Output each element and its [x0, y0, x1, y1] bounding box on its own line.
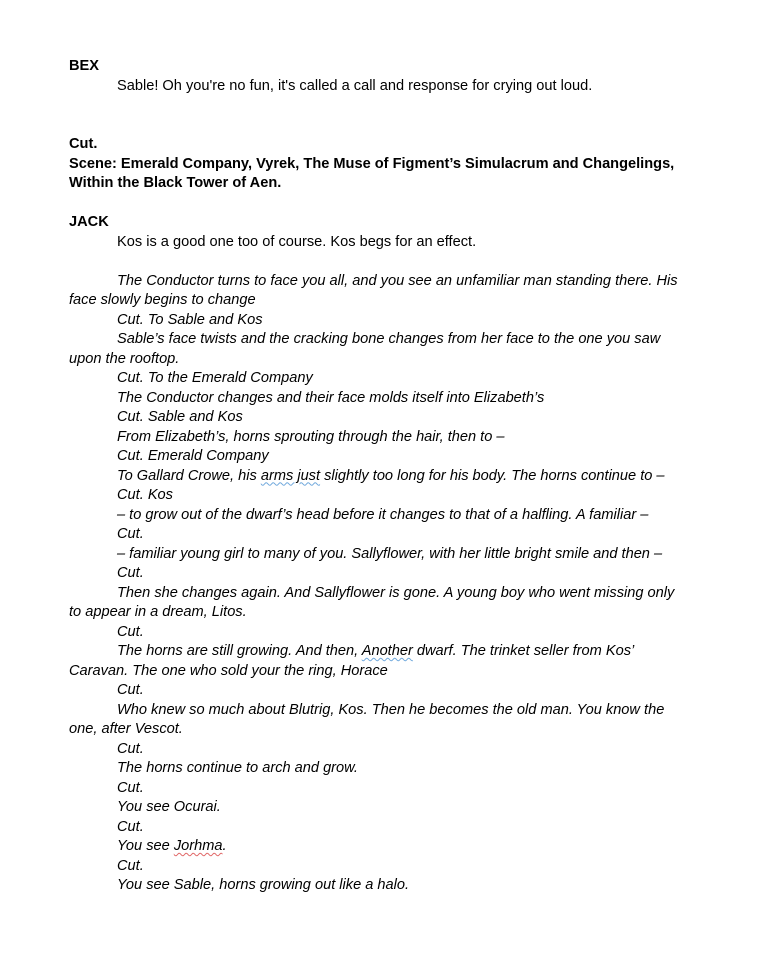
spacer: [69, 252, 689, 272]
narration-cut: Cut. Sable and Kos: [117, 409, 243, 425]
narration-line: You see Sable, horns growing out like a halo.: [117, 877, 410, 893]
dialogue-jack: Kos is a good one too of course. Kos begs for an effect.: [117, 233, 477, 250]
spacer: [69, 96, 689, 135]
narration-line: From Elizabeth’s, horns sprouting through the hair, then to –: [117, 428, 505, 445]
grammar-flag[interactable]: arms just: [260, 467, 321, 484]
spacer: [69, 194, 689, 214]
narration-line: – familiar young girl to many of you. Sallyflower, with her little bright smile and then –: [117, 545, 663, 562]
narration-line: The Conductor changes and their face molds itself into Elizabeth’s: [117, 389, 545, 406]
speaker-bex: BEX: [69, 58, 100, 74]
narration-line: The Conductor turns to face you all, and you see an unfamiliar man standing there. His face slowly begins to change: [69, 272, 678, 308]
narration-cut: Cut.: [117, 818, 144, 835]
scene-heading-line-1: Scene: Emerald Company, Vyrek, The Muse of Figment’s Simulacrum and Changelings,: [69, 155, 675, 172]
narration-cut: Cut.: [117, 857, 144, 874]
narration-cut: Cut. Emerald Company: [117, 448, 269, 464]
narration-line: The horns continue to arch and grow.: [117, 760, 358, 776]
narration-segment: .: [222, 838, 227, 854]
narration-segment: The horns are still growing. And then,: [117, 643, 362, 659]
narration-cut: Cut.: [117, 682, 144, 698]
speaker-jack: JACK: [69, 214, 109, 230]
narration-line-gallard: [69, 467, 689, 487]
narration-segment: slightly too long for his body. The horns continue to –: [320, 467, 665, 484]
narration-line: Then she changes again. And Sallyflower is gone. A young boy who went missing only to appear in a dream, Litos.: [69, 584, 675, 620]
narration-line-horns: [69, 642, 689, 681]
grammar-flag[interactable]: Another: [361, 643, 413, 659]
scene-cut: Cut.: [69, 136, 98, 152]
narration-cut: Cut. Kos: [117, 487, 173, 503]
narration-line: Who knew so much about Blutrig, Kos. Then he becomes the old man. You know the one, after Vescot.: [69, 701, 665, 737]
narration-cut: Cut.: [117, 526, 144, 542]
narration-line: – to grow out of the dwarf’s head before it changes to that of a halfling. A familiar –: [117, 506, 649, 523]
narration-segment: To Gallard Crowe, his: [117, 467, 261, 484]
dialogue-bex: Sable! Oh you're no fun, it's called a call and response for crying out loud.: [117, 77, 593, 94]
narration-line: Sable’s face twists and the cracking bone changes from her face to the one you saw upon the rooftop.: [69, 331, 661, 367]
narration-cut: Cut.: [117, 779, 144, 796]
narration-line: You see Ocurai.: [117, 799, 221, 815]
narration-segment: dwarf. The trinket seller from Kos’ Caravan. The one who sold your the ring, Horace: [69, 643, 634, 679]
narration-cut: Cut.: [117, 565, 144, 581]
scene-heading-line-2: Within the Black Tower of Aen.: [69, 175, 282, 191]
narration-line-jorhma: [69, 837, 689, 857]
narration-segment: You see: [117, 838, 174, 854]
narration-cut: Cut.: [117, 740, 144, 757]
document-page: [69, 57, 689, 896]
spelling-flag[interactable]: Jorhma: [173, 838, 223, 854]
narration-cut: Cut.: [117, 623, 144, 640]
narration-cut: Cut. To Sable and Kos: [117, 311, 263, 328]
narration-cut: Cut. To the Emerald Company: [117, 370, 313, 386]
